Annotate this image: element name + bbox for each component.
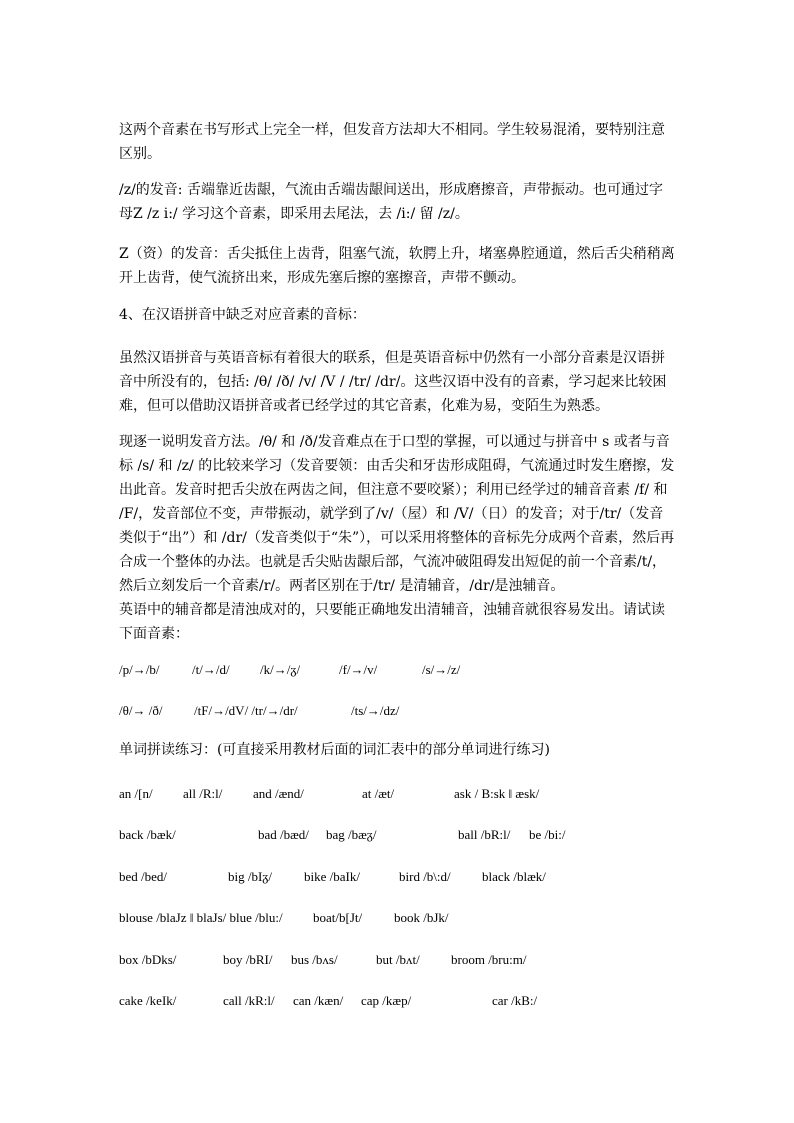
pair-s-z: /s/→/z/	[422, 662, 461, 677]
word-item: but /bʌt/	[376, 952, 420, 967]
word-item: cake /keIk/	[119, 993, 177, 1008]
word-item: boy /bRI/	[223, 952, 273, 967]
word-item: boat/b[Jt/	[313, 910, 363, 925]
word-item: ball /bR:l/	[458, 827, 511, 842]
paragraph-voiced-pairs: 英语中的辅音都是清浊成对的，只要能正确地发出清辅音，浊辅音就很容易发出。请试读下面音素：	[119, 602, 665, 642]
paragraph-z-sound: /z/的发音: 舌端靠近齿龈，气流由舌端齿龈间送出，形成磨擦音，声带振动。也可通过字母Z /z i:/ 学习这个音素，即采用去尾法，去 /i:/ 留 /z/。	[119, 182, 663, 222]
paragraph-zi-sound: Z（资）的发音：舌尖抵住上齿背，阻塞气流，软腭上升，堵塞鼻腔通道，然后舌尖稍稍离开上齿背，使气流挤出来，形成先塞后擦的塞擦音，声带不颤动。	[119, 246, 675, 286]
word-item: car /kB:/	[492, 993, 538, 1008]
word-item: bad /bæd/	[258, 827, 309, 842]
word-item: can /kæn/	[293, 993, 344, 1008]
word-item: at /æt/	[362, 786, 395, 801]
word-item: back /bæk/	[119, 827, 176, 842]
consonant-pairs-row-2	[119, 701, 719, 721]
word-row	[119, 908, 719, 928]
word-row	[119, 991, 719, 1011]
word-item: bag /bæᵹ/	[326, 827, 377, 842]
word-item: bird /b\:d/	[399, 869, 451, 884]
word-item: ask / B:sk ‖ æsk/	[454, 786, 540, 801]
word-item: book /bJk/	[394, 910, 449, 925]
word-item: be /bi:/	[529, 827, 566, 842]
word-row	[119, 950, 719, 970]
word-item: box /bDks/	[119, 952, 177, 967]
word-row	[119, 784, 719, 804]
pair-k-g: /k/→/ᵹ/	[260, 662, 301, 677]
word-item: big /bIᵹ/	[228, 869, 273, 884]
word-item: and /ænd/	[253, 786, 304, 801]
paragraph-pronunciation-method: 现逐一说明发音方法。/θ/ 和 /ð/发音难点在于口型的掌握，可以通过与拼音中 s 或者与音标 /s/ 和 /z/ 的比较来学习（发音要领：由舌尖和牙齿形成阻碍，气流通过时发生磨擦，发出此音。发音时把舌尖放在两齿之间，但注意不要咬紧）；利用已经学过的辅音音素 /f/ 和 /F/，发音部位不变，声带振动，就学到了/v/（屋）和 /V/（日）的发音；对于/tr/（发音类似于“出”）和 /dr/（发音类似于“朱”），可以采用将整体的音标先分成两个音素，然后再合成一个整体的办法。也就是舌尖贴齿龈后部，气流冲破阻碍发出短促的前一个音素/t/，然后立刻发后一个音素/r/。两者区别在于/tr/ 是清辅音，/dr/是浊辅音。	[119, 434, 675, 594]
word-item: blouse /blaJz ‖ blaJs/ blue /blu:/	[119, 910, 283, 925]
paragraph-missing-phonemes: 虽然汉语拼音与英语音标有着很大的联系，但是英语音标中仍然有一小部分音素是汉语拼音中所没有的，包括: /θ/ /ð/ /v/ /V / /tr/ /dr/。这些汉语中没有的音素，学习起来比较困难，但可以借助汉语拼音或者已经学过的其它音素，化难为易，变陌生为熟悉。	[119, 350, 667, 414]
word-item: bed /bed/	[119, 869, 168, 884]
word-item: call /kR:l/	[223, 993, 275, 1008]
section-heading-4: 4、在汉语拼音中缺乏对应音素的音标：	[119, 307, 366, 323]
word-item: broom /bru:m/	[451, 952, 527, 967]
word-item: cap /kæp/	[361, 993, 412, 1008]
word-item: all /R:l/	[183, 786, 223, 801]
word-item: black /blæk/	[482, 869, 546, 884]
pair-t-d: /t/→/d/	[192, 662, 230, 677]
pair-tf-dv-tr-dr: /tF/→/dV/ /tr/→/dr/	[194, 703, 298, 718]
word-item: bus /bʌs/	[291, 952, 338, 967]
pair-p-b: /p/→/b/	[119, 662, 160, 677]
pair-f-v: /f/→/v/	[339, 662, 378, 677]
consonant-pairs-row-1	[119, 660, 719, 680]
word-row	[119, 867, 719, 887]
word-item: bike /baIk/	[304, 869, 360, 884]
word-row	[119, 825, 719, 845]
pair-th: /θ/→ /ð/	[119, 703, 163, 718]
word-practice-heading: 单词拼读练习：(可直接采用教材后面的词汇表中的部分单词进行练习)	[119, 742, 550, 758]
pair-ts-dz: /ts/→/dz/	[351, 703, 400, 718]
word-item: an /[n/	[119, 786, 153, 801]
paragraph-intro: 这两个音素在书写形式上完全一样，但发音方法却大不相同。学生较易混淆，要特别注意区别。	[119, 122, 665, 162]
